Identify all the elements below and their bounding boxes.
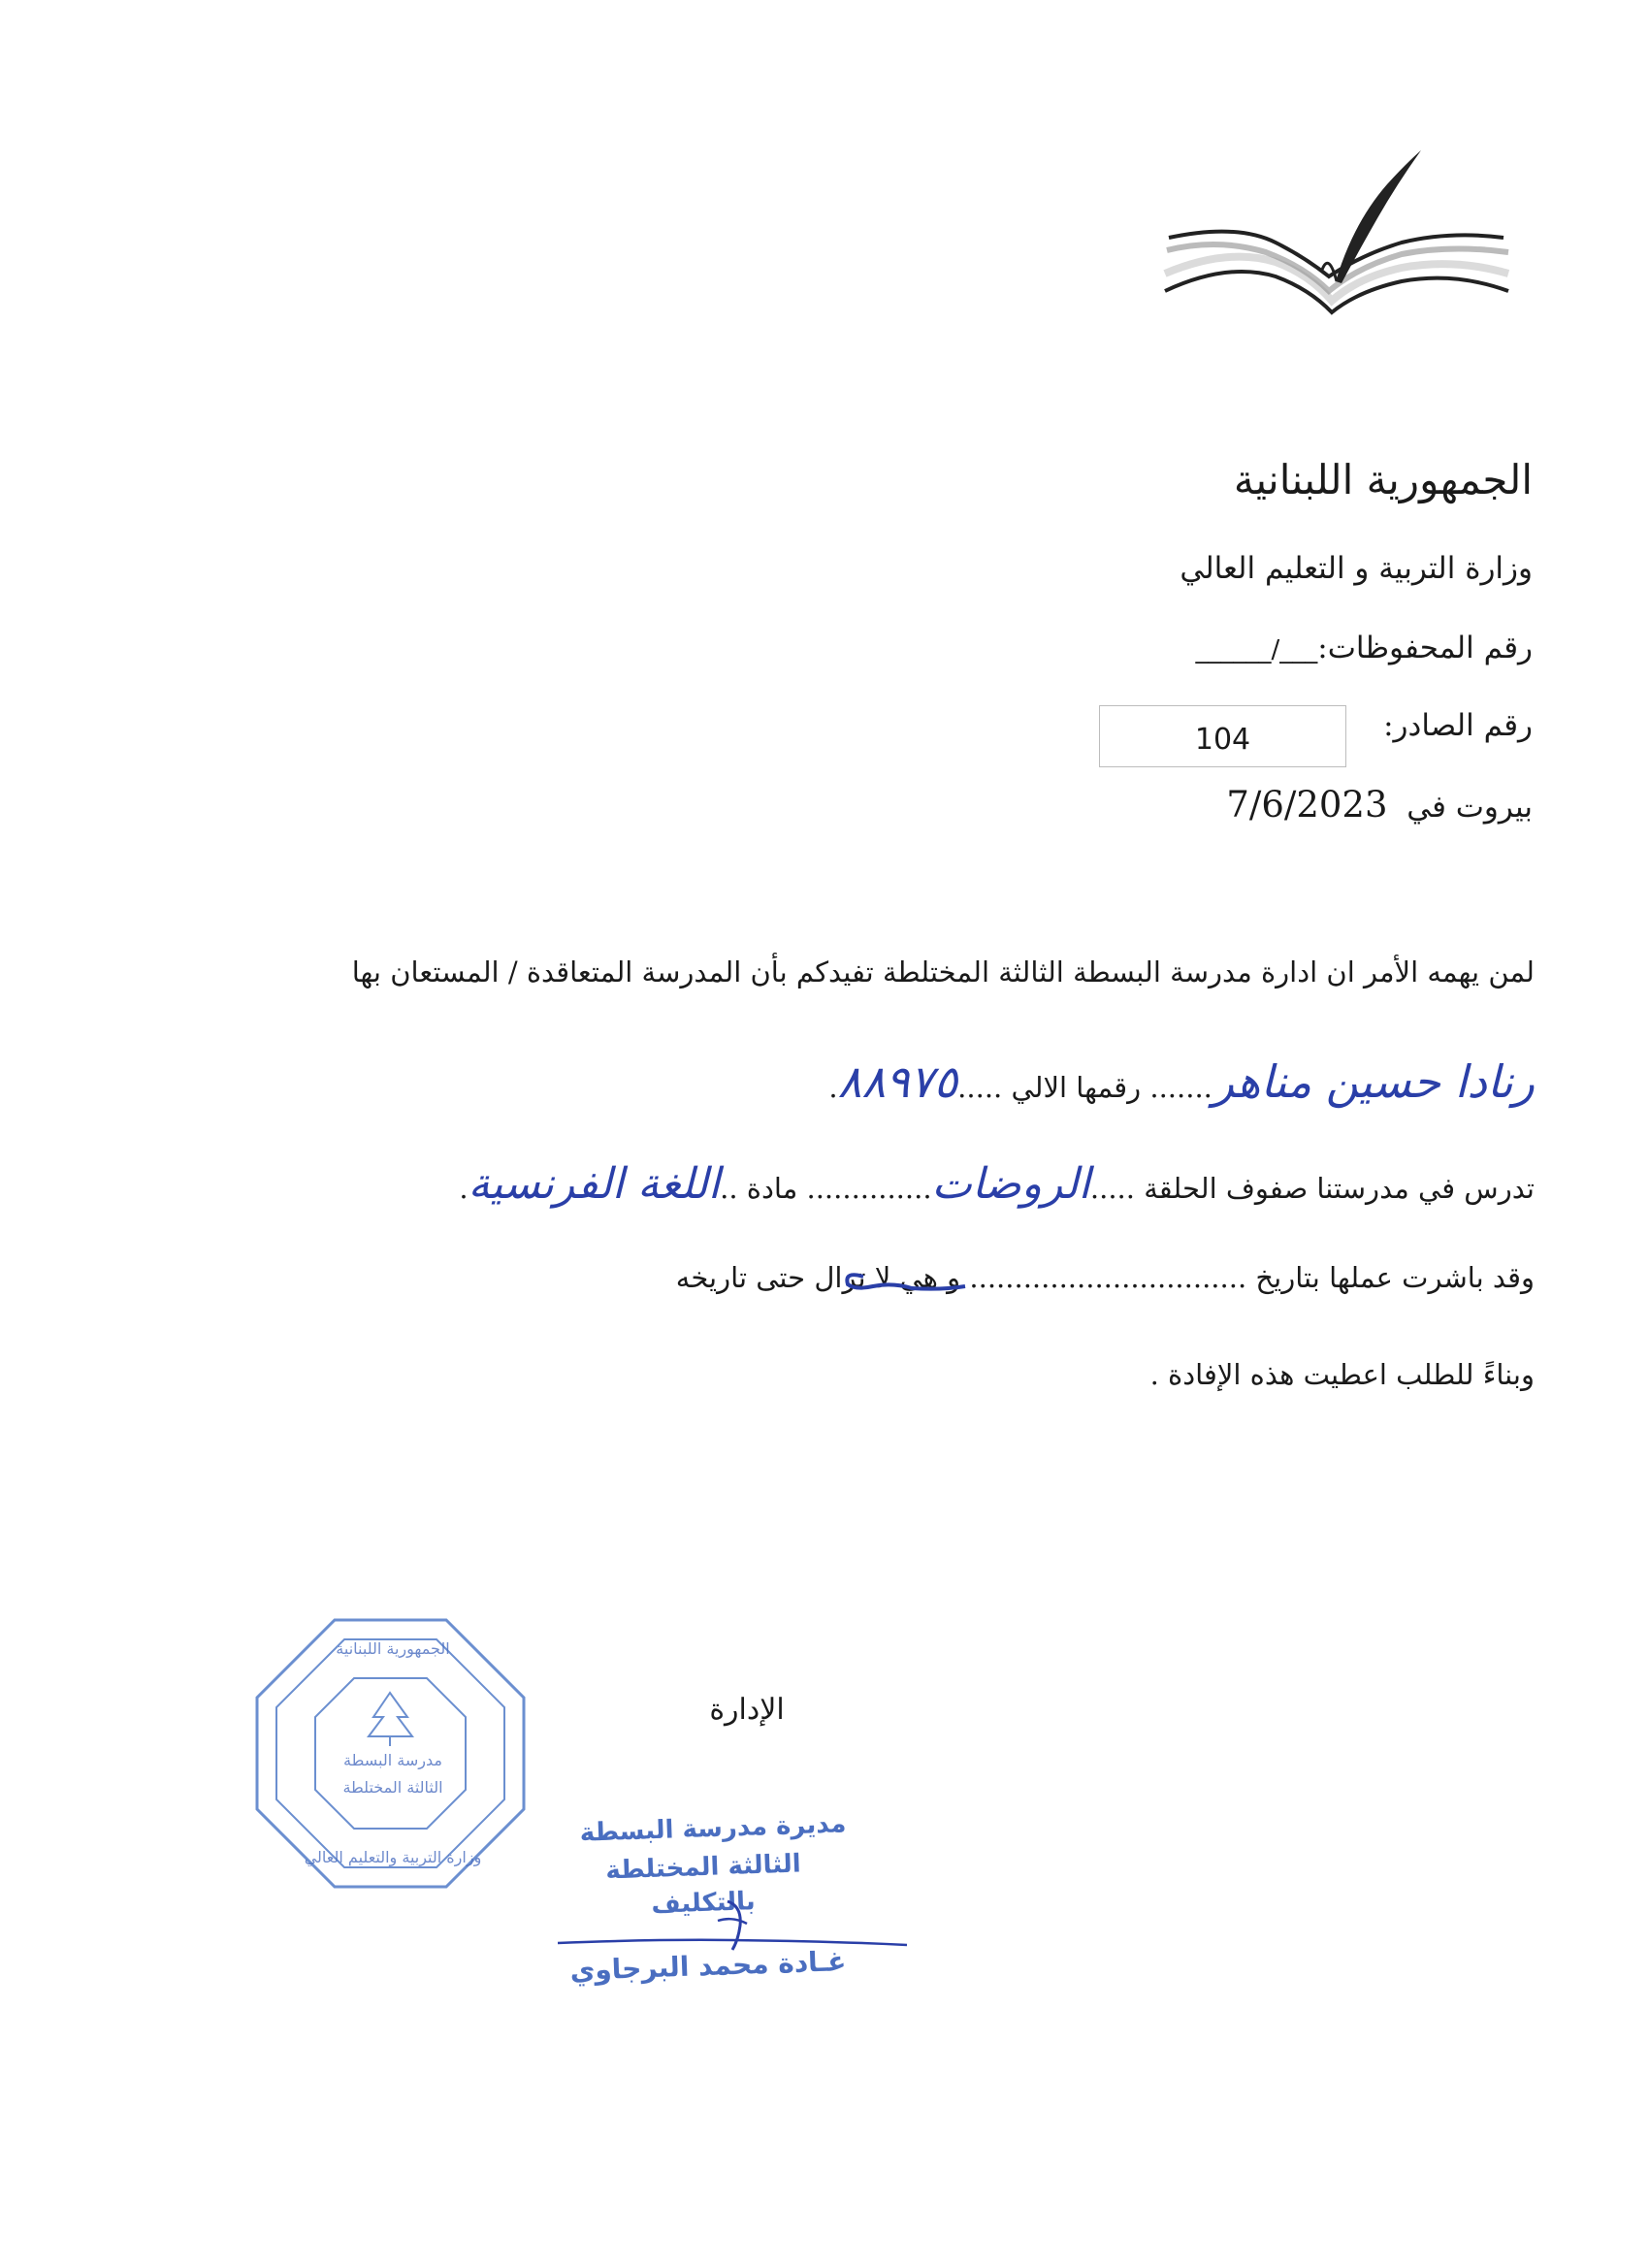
start-date-label: وقد باشرت عملها بتاريخ bbox=[1255, 1261, 1535, 1294]
subject-value: اللغة الفرنسية bbox=[468, 1159, 721, 1209]
archive-number-line bbox=[1196, 631, 1533, 665]
body-line-5: وبناءً للطلب اعطيت هذه الإفادة . bbox=[1149, 1358, 1535, 1391]
body-line-1: لمن يهمه الأمر ان ادارة مدرسة البسطة الثالثة المختلطة تفيدكم بأن المدرسة المتعاقدة / المستعان بها bbox=[351, 956, 1535, 988]
signature-title-1: مديرة مدرسة البسطة bbox=[579, 1809, 847, 1848]
signature-title-2: الثالثة المختلطة bbox=[604, 1849, 802, 1886]
electronic-number-label: رقمها الالي bbox=[1011, 1071, 1142, 1104]
date-value: 7/6/2023 bbox=[1226, 784, 1388, 826]
still-working-label: و هي لا تزال حتى تاريخه bbox=[675, 1261, 961, 1294]
signature-title-3: بالتكليف bbox=[650, 1887, 757, 1920]
body-line-2: رنادا حسين مناهر....... رقمها الالي .....٨٨٩٧٥. bbox=[828, 1055, 1535, 1108]
ministry-logo-icon bbox=[1159, 146, 1513, 325]
administration-label: الإدارة bbox=[709, 1693, 785, 1727]
archive-value: ___/______ bbox=[1195, 635, 1318, 664]
stamp-text-top: الجمهورية اللبنانية bbox=[336, 1639, 450, 1658]
issue-number-field: 104 bbox=[1099, 705, 1346, 767]
subject-label: مادة bbox=[746, 1172, 798, 1205]
issue-label: رقم الصادر: bbox=[1383, 708, 1533, 743]
cycle-value: الروضات bbox=[931, 1159, 1090, 1209]
date-label: بيروت في bbox=[1406, 790, 1533, 825]
stamp-text-middle-2: الثالثة المختلطة bbox=[342, 1778, 443, 1797]
archive-label: رقم المحفوظات: bbox=[1317, 631, 1533, 665]
signature-scribble-icon bbox=[538, 1896, 917, 1974]
stamp-text-bottom: وزارة التربية والتعليم العالي bbox=[304, 1848, 482, 1866]
stamp-text-middle-1: مدرسة البسطة bbox=[343, 1751, 442, 1769]
date-line bbox=[1226, 784, 1533, 826]
body-line-4: وقد باشرت عملها بتاريخ ............................... و هي لا تزال حتى تاريخه bbox=[675, 1261, 1535, 1294]
cycle-label: تدرس في مدرستنا صفوف الحلقة bbox=[1144, 1172, 1535, 1205]
teacher-name: رنادا حسين مناهر bbox=[1212, 1055, 1535, 1108]
signature-name: غـادة محمد البرجاوي bbox=[569, 1945, 847, 1987]
country-title: الجمهورية اللبنانية bbox=[1233, 456, 1533, 503]
body-line-3: تدرس في مدرستنا صفوف الحلقة .....الروضات.............. مادة ..اللغة الفرنسية. bbox=[459, 1159, 1535, 1209]
ministry-name: وزارة التربية و التعليم العالي bbox=[1180, 551, 1533, 586]
start-date-scribble-icon bbox=[834, 1261, 970, 1300]
electronic-number: ٨٨٩٧٥ bbox=[837, 1055, 958, 1108]
